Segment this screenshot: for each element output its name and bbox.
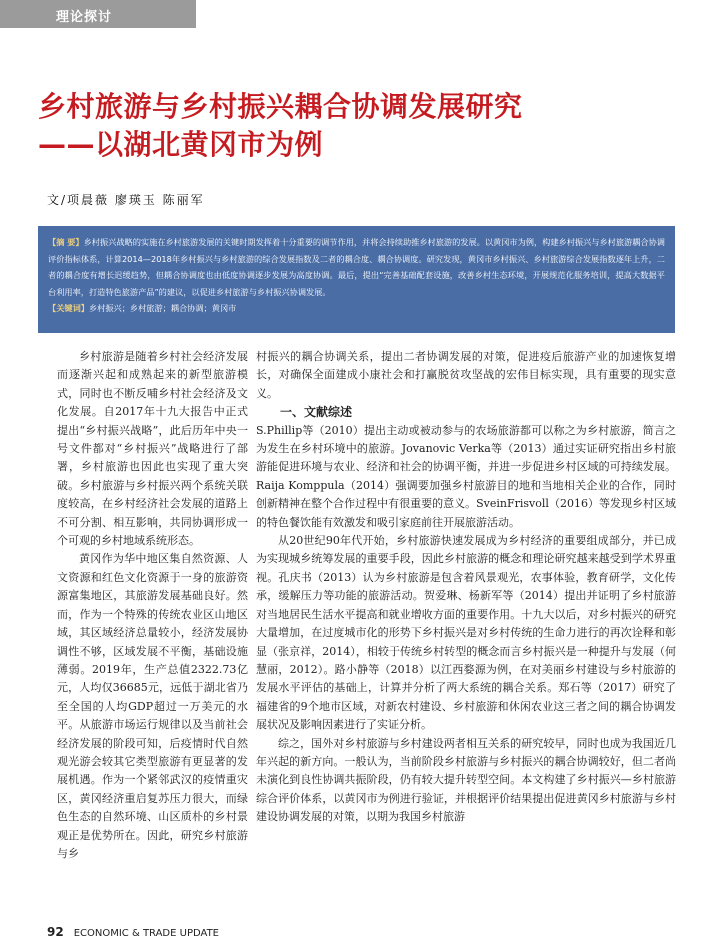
title-line-1: 乡村旅游与乡村振兴耦合协调发展研究 [38, 90, 523, 123]
abstract-text: 乡村振兴战略的实施在乡村旅游发展的关键时期发挥着十分重要的调节作用，并将会持续助推乡村旅游的发展。以黄冈市为例，构建乡村振兴与乡村旅游耦合协调评价指标体系，计算2014—2018年乡村振兴与乡村旅游的综合发展指数及二者的耦合度、耦合协调度。研究发现，黄冈市乡村振兴、乡村旅游综合发展指数逐年上升，二者的耦合度有增长迟缓趋势，但耦合协调度也由低度协调逐步发展为高度协调。最后，提出“完善基础配套设施，改善乡村生态环境，开展规范化服务培训，提高大数据平台利用率，打造特色旅游产品”的建议，以促进乡村旅游与乡村振兴协调发展。 [48, 237, 665, 297]
keywords-tag: 【关键词】 [48, 303, 89, 313]
section-tab [0, 0, 196, 28]
journal-name: ECONOMIC & TRADE UPDATE [73, 928, 219, 939]
section-heading: 一、文献综述 [280, 405, 353, 420]
abstract-box [38, 226, 675, 333]
body-column-left [57, 348, 248, 863]
page-number: 92 [47, 925, 64, 939]
page-footer [47, 925, 219, 939]
title-line-2: ——以湖北黄冈市为例 [38, 128, 324, 161]
keywords [48, 300, 665, 317]
section-tab-label: 理论探讨 [56, 10, 113, 25]
body-paragraph: 综之，国外对乡村旅游与乡村建设两者相互关系的研究较早，同时也成为我国近几年兴起的新方向。一般认为，当前阶段乡村旅游与乡村振兴的耦合协调较好，但二者尚未演化到良性协调共振阶段，仍有较大提升转型空间。本文构建了乡村振兴—乡村旅游综合评价体系，以黄冈市为例进行验证，并根据评价结果提出促进黄冈乡村旅游与乡村建设协调发展的对策，以期为我国乡村旅游 [256, 736, 676, 824]
article-title [38, 88, 523, 164]
body-paragraph: 村振兴的耦合协调关系，提出二者协调发展的对策，促进疫后旅游产业的加速恢复增长，对确保全面建成小康社会和打赢脱贫攻坚战的宏伟目标实现，具有重要的现实意义。 [256, 350, 676, 400]
abstract [48, 234, 665, 300]
body-column-right [256, 348, 676, 827]
keywords-text: 乡村振兴；乡村旅游；耦合协调；黄冈市 [88, 303, 237, 313]
body-paragraph: 黄冈作为华中地区集自然资源、人文资源和红色文化资源于一身的旅游资源富集地区，其旅游发展基础良好。然而，作为一个特殊的传统农业区山地区域，其区域经济总量较小，经济发展协调性不够，区域发展不平衡，基础设施薄弱。2019年，生产总值2322.73亿元，人均仅36685元，远低于湖北省乃至全国的人均GDP超过一万美元的水平。从旅游市场运行规律以及当前社会经济发展的阶段可知，后疫情时代自然观光游会较其它类型旅游有更显著的发展机遇。作为一个紧邻武汉的疫情重灾区，黄冈经济重启复苏压力很大，而绿色生态的自然环境、山区质朴的乡村景观正是优势所在。因此，研究乡村旅游与乡 [57, 552, 248, 860]
body-paragraph: 从20世纪90年代开始，乡村旅游快速发展成为乡村经济的重要组成部分，并已成为实现城乡统筹发展的重要手段，因此乡村旅游的概念和理论研究越来越受到学术界重视。孔庆书（2013）认为乡村旅游是包含着风景观光，农事体验，教育研学，文化传承，缓解压力等功能的旅游活动。贺爱琳、杨新军等（2014）提出并证明了乡村旅游对当地居民生活水平提高和就业增收方面的重要作用。十九大以后，对乡村振兴的研究大量增加，在过度城市化的形势下乡村振兴是对乡村传统的生命力进行的再次诠释和彰显（张京祥，2014），相较于传统乡村转型的概念而言乡村振兴是一种提升与发展（何慧丽，2012）。路小静等（2018）以江西婺源为例，在对美丽乡村建设与乡村旅游的发展水平评估的基础上，计算并分析了两大系统的耦合关系。郑石等（2017）研究了福建省的9个地市区域，对新农村建设、乡村旅游和休闲农业这三者之间的耦合协调发展状况及影响因素进行了实证分析。 [256, 534, 676, 732]
abstract-tag: 【摘 要】 [48, 237, 84, 247]
body-paragraph: 乡村旅游是随着乡村社会经济发展而逐渐兴起和成熟起来的新型旅游模式，同时也不断反哺乡村社会经济及文化发展。自2017年十九大报告中正式提出“乡村振兴战略”，此后历年中央一号文件都对“乡村振兴”战略进行了部署，乡村旅游也因此也实现了重大突破。乡村旅游与乡村振兴两个系统关联度较高，在乡村经济社会发展的道路上不可分割、相互影响，共同协调形成一个可观的乡村地域系统形态。 [57, 350, 248, 548]
body-paragraph: S.Phillip等（2010）提出主动或被动参与的农场旅游都可以称之为乡村旅游，简言之为发生在乡村环境中的旅游。Jovanovic Verka等（2013）通过实证研究指出乡村旅游能促进环境与农业、经济和社会的协调平衡，并进一步促进乡村区域的可持续发展。Raija Komppula（2014）强调要加强乡村旅游目的地和当地相关企业的合作，同时创新精神在整个合作过程中有很重要的意义。SveinFrisvoll（2016）等发现乡村区域的特色餐饮能有效激发和吸引家庭前往开展旅游活动。 [256, 423, 676, 529]
authors: 文/项晨薇 廖瑛玉 陈丽军 [47, 193, 205, 207]
